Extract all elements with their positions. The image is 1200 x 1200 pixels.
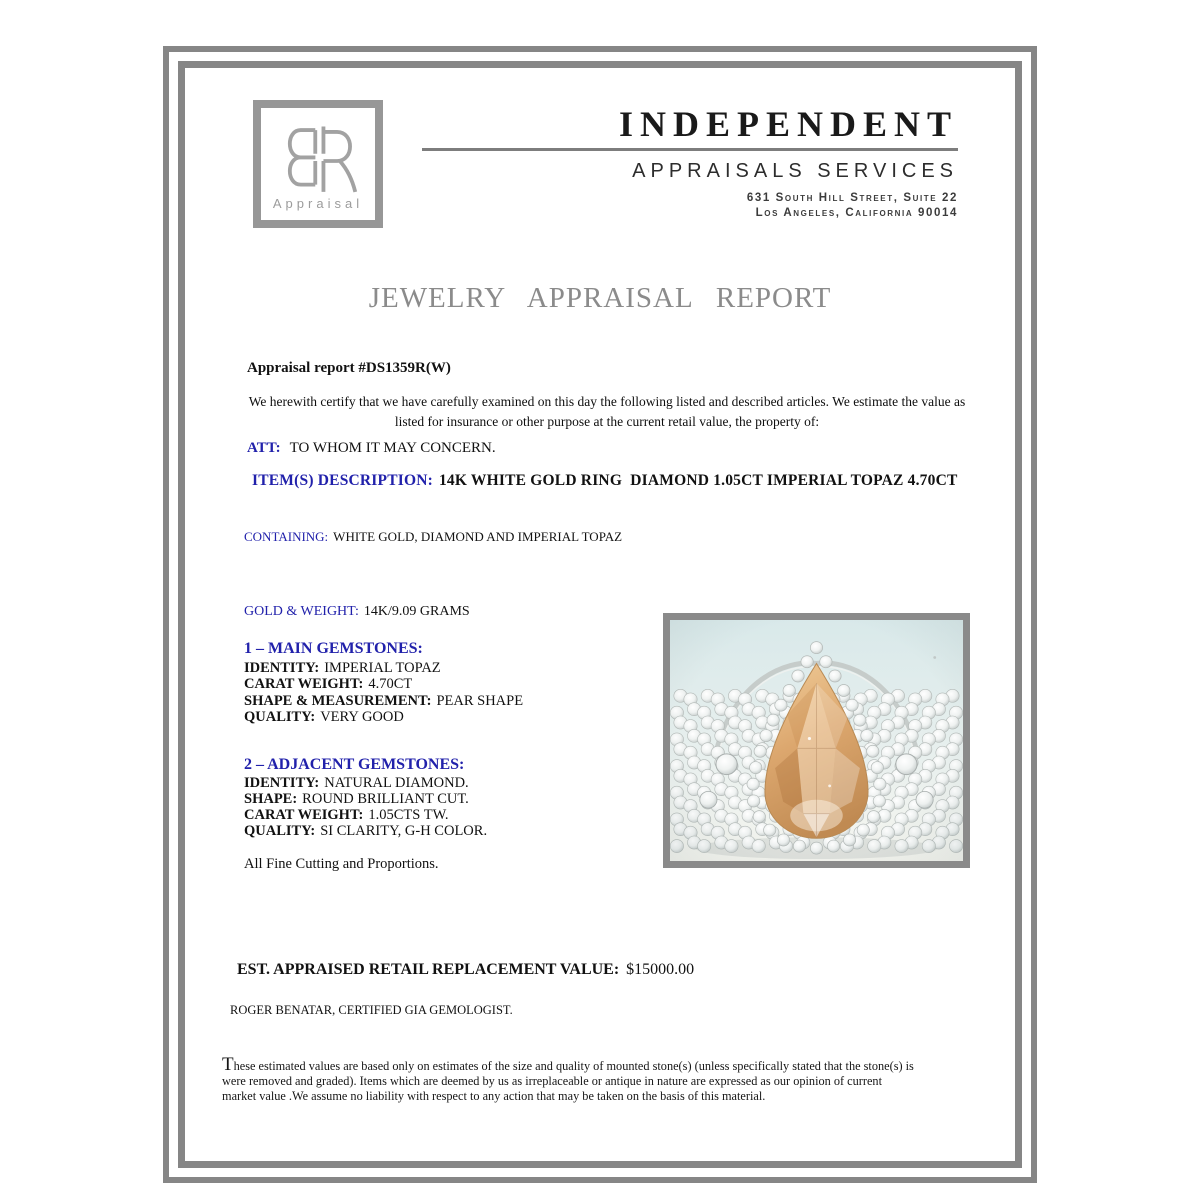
gem-attribute-row: SHAPE & MEASUREMENT: PEAR SHAPE — [244, 692, 524, 709]
adjacent-gemstones-heading: 2 – ADJACENT GEMSTONES: — [244, 756, 465, 773]
gold-weight-label: GOLD & WEIGHT: — [244, 604, 359, 619]
gem-attribute-row: IDENTITY: NATURAL DIAMOND. — [244, 775, 469, 791]
containing-line — [244, 529, 622, 545]
appraised-value-line — [237, 961, 694, 979]
company-name: INDEPENDENT — [618, 104, 958, 144]
disclaimer-line-2: were removed and graded). Items which are deemed by us as irreplaceable or antique in nature are expressed as our opinion of current — [222, 1074, 882, 1088]
address-line-1: 631 South Hill Street, Suite 22 — [746, 192, 958, 204]
containing-value: WHITE GOLD, DIAMOND AND IMPERIAL TOPAZ — [333, 529, 623, 544]
main-gemstones-heading: 1 – MAIN GEMSTONES: — [244, 640, 423, 657]
main-gemstones-section — [244, 641, 523, 726]
gold-weight-value: 14K/9.09 GRAMS — [363, 604, 470, 619]
ring-photo-frame — [663, 613, 970, 868]
gold-weight-line — [244, 604, 470, 620]
gem-attribute-row: CARAT WEIGHT: 1.05CTS TW. — [244, 807, 449, 823]
appraised-value-label: EST. APPRAISED RETAIL REPLACEMENT VALUE: — [237, 961, 620, 978]
company-subtitle: APPRAISALS SERVICES — [632, 160, 958, 182]
item-description-line — [252, 472, 958, 490]
certification-paragraph — [237, 392, 977, 431]
att-value: TO WHOM IT MAY CONCERN. — [289, 440, 496, 456]
gem-attribute-row: CARAT WEIGHT: 4.70CT — [244, 676, 413, 692]
ring-photo — [670, 620, 963, 861]
gemologist-line: ROGER BENATAR, CERTIFIED GIA GEMOLOGIST. — [230, 1003, 513, 1017]
letterhead-rule — [422, 148, 958, 151]
certify-line-1: We herewith certify that we have carefully examined on this day the following listed and described articles. We estimate the value as — [248, 394, 966, 409]
gem-attribute-row: IDENTITY: IMPERIAL TOPAZ — [244, 659, 441, 676]
certify-line-2: listed for insurance or other purpose at the current retail value, the property of: — [394, 413, 820, 429]
disclaimer-line-1: These estimated values are based only on estimates of the size and quality of mounted stone(s) (unless specifically stated that the stone(s) is — [222, 1054, 914, 1075]
gem-attribute-row: QUALITY: VERY GOOD — [244, 709, 404, 725]
cutting-note: All Fine Cutting and Proportions. — [244, 856, 439, 872]
report-title: JEWELRY APPRAISAL REPORT — [368, 282, 832, 314]
company-address — [338, 191, 958, 221]
disclaimer-line-3: market value .We assume no liability with respect to any action that may be taken on the basis of this material. — [222, 1089, 766, 1103]
logo-label: Appraisal — [272, 196, 364, 211]
containing-label: CONTAINING: — [244, 529, 329, 544]
att-line — [247, 440, 496, 457]
address-line-2: Los Angeles, California 90014 — [755, 207, 958, 219]
gem-attribute-row: QUALITY: SI CLARITY, G-H COLOR. — [244, 823, 488, 839]
letterhead — [338, 104, 958, 221]
adjacent-gemstones-section — [244, 757, 487, 839]
item-description-label: ITEM(S) DESCRIPTION: — [252, 472, 433, 489]
item-description-value: 14K WHITE GOLD RING DIAMOND 1.05CT IMPERIAL TOPAZ 4.70CT — [438, 472, 958, 489]
appraised-value-amount: $15000.00 — [626, 961, 695, 978]
gem-attribute-row: SHAPE: ROUND BRILLIANT CUT. — [244, 791, 469, 807]
disclaimer — [222, 1054, 914, 1104]
report-number: Appraisal report #DS1359R(W) — [247, 360, 451, 376]
att-label: ATT: — [247, 440, 281, 456]
